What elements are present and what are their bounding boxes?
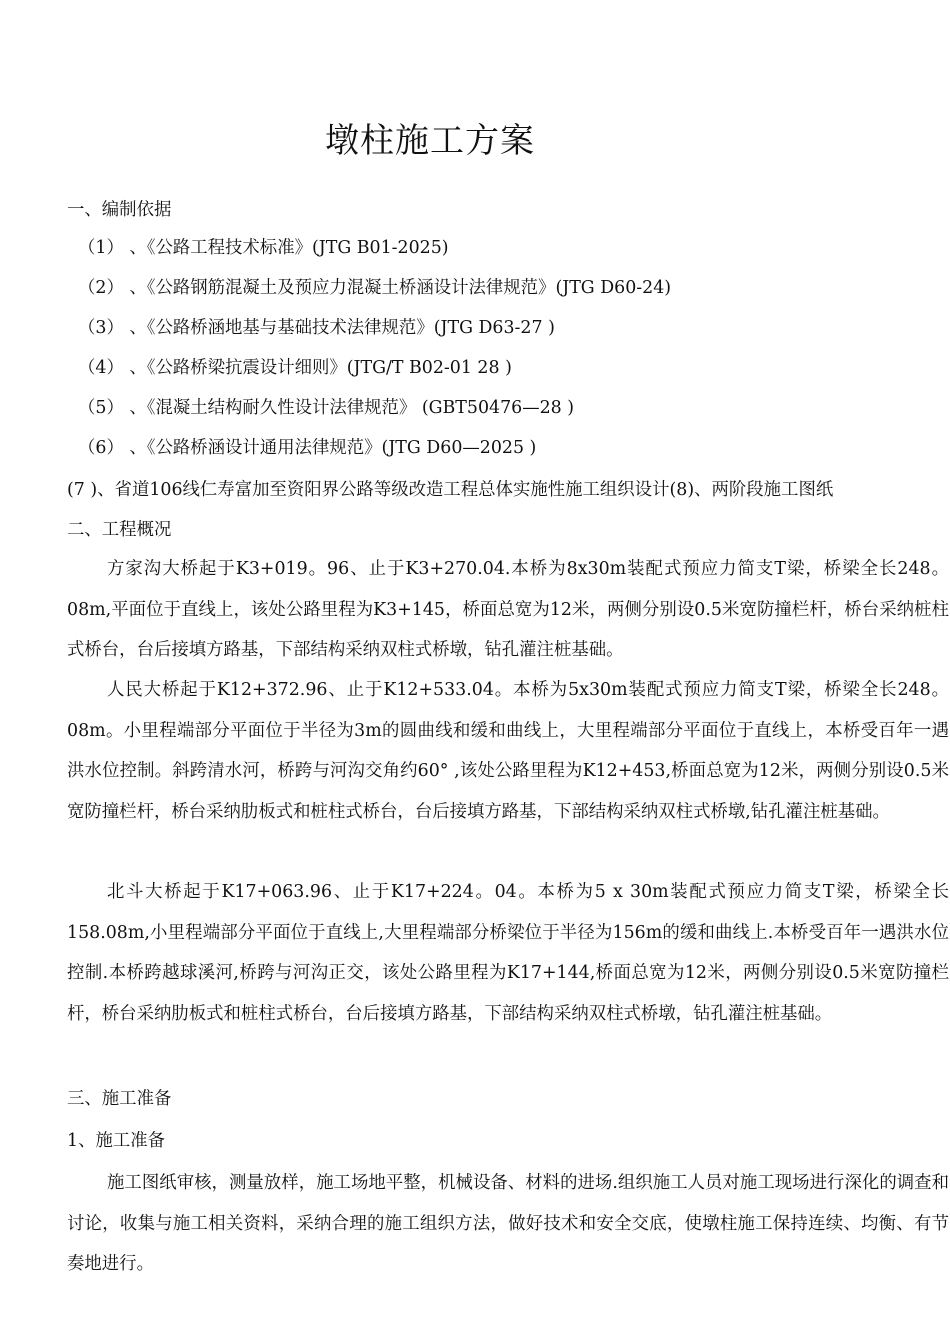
overview-paragraph-renmin: 人民大桥起于K12+372.96、止于K12+533.04。本桥为5x30m装配式预应力简支T梁，桥梁全长248。08m。小里程端部分平面位于半径为3m的圆曲线和缓和曲线上，大里程端部分平面位于直线上，本桥受百年一遇洪水位控制。斜跨清水河，桥跨与河沟交角约60° ,该处公路里程为K12+453,桥面总宽为12米，两侧分别设0.5米宽防撞栏杆，桥台采纳肋板式和桩柱式桥台，台后接填方路基，下部结构采纳双柱式桥墩,钻孔灌注桩基础。 (67, 680, 949, 822)
sub-heading-preparation: 1、施工准备 (67, 1131, 166, 1151)
reference-item: （6） 、《公路桥涵设计通用法律规范》(JTG D60—2025 ) (78, 438, 537, 458)
reference-item: （4） 、《公路桥梁抗震设计细则》(JTG/T B02-01 28 ) (78, 358, 512, 378)
reference-item: (7 )、省道106线仁寿富加至资阳界公路等级改造工程总体实施性施工组织设计(8)、两阶段施工图纸 (67, 480, 834, 500)
reference-item: （2） 、《公路钢筋混凝土及预应力混凝土桥涵设计法律规范》(JTG D60-24) (78, 278, 672, 298)
reference-item: （5） 、《混凝土结构耐久性设计法律规范》 (GBT50476—28 ) (78, 398, 575, 418)
preparation-paragraph: 施工图纸审核，测量放样，施工场地平整，机械设备、材料的进场.组织施工人员对施工现场进行深化的调查和讨论，收集与施工相关资料，采纳合理的施工组织方法，做好技术和安全交底，使墩柱施工保持连续、均衡、有节奏地进行。 (67, 1173, 949, 1274)
reference-item: （1） 、《公路工程技术标准》(JTG B01-2025) (78, 238, 449, 258)
overview-paragraph-beidou: 北斗大桥起于K17+063.96、止于K17+224。04。本桥为5 x 30m装配式预应力简支T梁，桥梁全长158.08m,小里程端部分平面位于直线上,大里程端部分桥梁位于半径为156m的缓和曲线上.本桥受百年一遇洪水位控制.本桥跨越球溪河,桥跨与河沟正交，该处公路里程为K17+144,桥面总宽为12米，两侧分别设0.5米宽防撞栏杆，桥台采纳肋板式和桩柱式桥台，台后接填方路基，下部结构采纳双柱式桥墩，钻孔灌注桩基础。 (67, 882, 949, 1024)
document-title: 墩柱施工方案 (325, 121, 535, 161)
section-heading-preparation: 三、施工准备 (67, 1089, 172, 1109)
reference-item: （3） 、《公路桥涵地基与基础技术法律规范》(JTG D63-27 ) (78, 318, 555, 338)
section-heading-basis: 一、编制依据 (67, 200, 172, 220)
section-heading-overview: 二、工程概况 (67, 520, 172, 540)
overview-paragraph-fangjiagou: 方家沟大桥起于K3+019。96、止于K3+270.04.本桥为8x30m装配式预应力简支T梁，桥梁全长248。08m,平面位于直线上，该处公路里程为K3+145，桥面总宽为12米，两侧分别设0.5米宽防撞栏杆，桥台采纳桩柱式桥台，台后接填方路基，下部结构采纳双柱式桥墩，钻孔灌注桩基础。 (67, 559, 949, 660)
